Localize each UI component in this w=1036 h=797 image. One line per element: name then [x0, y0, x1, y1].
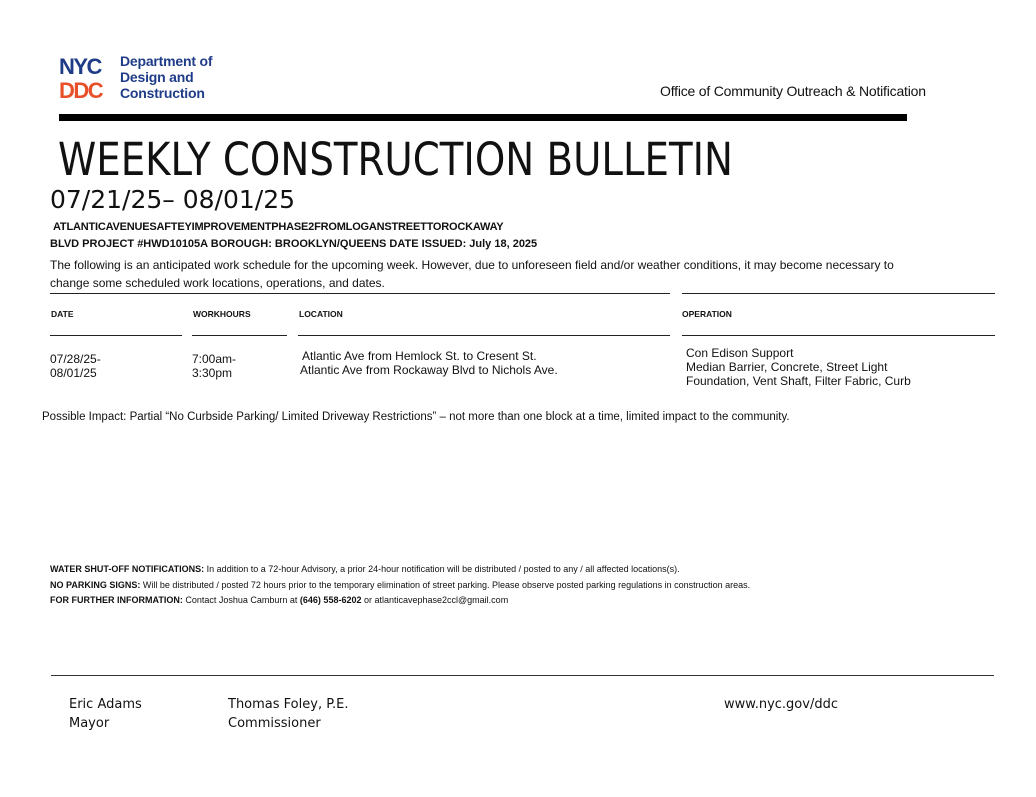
water-shutoff-notice [50, 562, 750, 578]
mayor-title: Mayor [69, 716, 110, 731]
no-parking-text: Will be distributed / posted 72 hours prior to the temporary elimination of street parking. Please observe posted parking regulations in construction areas. [142, 579, 751, 590]
row-operation [686, 346, 911, 388]
row-hours-line-2: 3:30pm [192, 366, 233, 380]
no-parking-notice [50, 578, 750, 594]
mayor-name: Eric Adams [69, 697, 142, 712]
row-operation-line-2: Median Barrier, Concrete, Street Light [686, 360, 888, 374]
office-name: Office of Community Outreach & Notification [660, 83, 926, 99]
commissioner-title: Commissioner [228, 716, 321, 731]
row-date [50, 352, 101, 380]
logo-nyc-text: NYC [59, 54, 101, 79]
intro-text [50, 256, 950, 292]
row-location-line-2: Atlantic Ave from Rockaway Blvd to Nichols Ave. [300, 363, 558, 377]
logo-ddc-text: DDC [59, 78, 103, 100]
row-date-line-1: 07/28/25- [50, 352, 101, 366]
contact-phone: (646) 558-6202 [299, 595, 362, 605]
intro-line-2: change some scheduled work locations, operations, and dates. [50, 276, 385, 290]
bulletin-date-range: 07/21/25– 08/01/25 [50, 185, 296, 214]
possible-impact: Possible Impact: Partial “No Curbside Parking/ Limited Driveway Restrictions” – not more than one block at a time, limited impact to the community. [42, 411, 790, 423]
further-info-notice [50, 593, 750, 609]
column-header-date: DATE [51, 309, 74, 319]
column-header-operation: OPERATION [682, 309, 732, 319]
bulletin-title: WEEKLY CONSTRUCTION BULLETIN [58, 133, 734, 186]
intro-line-1: The following is an anticipated work schedule for the upcoming week. However, due to unforeseen field and/or weather conditions, it may become necessary to [50, 258, 894, 272]
further-info-label: FOR FURTHER INFORMATION: [50, 595, 183, 605]
row-hours [192, 352, 236, 380]
column-header-location: LOCATION [299, 309, 343, 319]
project-line-2: BLVD PROJECT #HWD10105A BOROUGH: BROOKLYN/QUEENS DATE ISSUED: July 18, 2025 [50, 238, 538, 250]
row-operation-line-1: Con Edison Support [686, 346, 794, 360]
contact-email: or atlanticavephase2ccl@gmail.com [363, 595, 509, 605]
further-info-text: Contact Joshua Camburn at [185, 595, 298, 605]
commissioner-name: Thomas Foley, P.E. [228, 697, 349, 712]
row-date-line-2: 08/01/25 [50, 366, 97, 380]
department-line-3: Construction [120, 85, 205, 101]
table-top-rule-left [50, 293, 670, 294]
table-top-rule-right [682, 293, 995, 294]
footer-mayor [69, 695, 142, 733]
no-parking-label: NO PARKING SIGNS: [50, 579, 141, 590]
row-operation-line-3: Foundation, Vent Shaft, Filter Fabric, Curb [686, 374, 911, 388]
row-hours-line-1: 7:00am- [192, 352, 237, 366]
footer-rule [51, 675, 994, 676]
project-line-1: ATLANTICAVENUESAFTEYIMPROVEMENTPHASE2FROMLOGANSTREETTOROCKAWAY [53, 221, 504, 233]
header-underline-operation [682, 335, 995, 336]
row-location [300, 349, 558, 377]
header-underline-date [50, 335, 182, 336]
website-link[interactable]: www.nyc.gov/ddc [724, 697, 838, 712]
row-location-line-1: Atlantic Ave from Hemlock St. to Cresent St. [302, 349, 537, 363]
department-line-1: Department of [120, 53, 213, 69]
header-underline-workhours [192, 335, 287, 336]
nyc-ddc-logo [59, 54, 113, 100]
water-shutoff-label: WATER SHUT-OFF NOTIFICATIONS: [50, 564, 205, 574]
water-shutoff-text: In addition to a 72-hour Advisory, a prior 24-hour notification will be distributed / posted to any / all affected locations(s). [206, 564, 680, 574]
column-header-workhours: WORKHOURS [193, 309, 251, 319]
header-underline-location [298, 335, 670, 336]
department-name [120, 53, 212, 101]
notices [50, 562, 750, 609]
header-rule [59, 114, 907, 121]
department-line-2: Design and [120, 69, 194, 85]
footer-commissioner [228, 695, 349, 733]
